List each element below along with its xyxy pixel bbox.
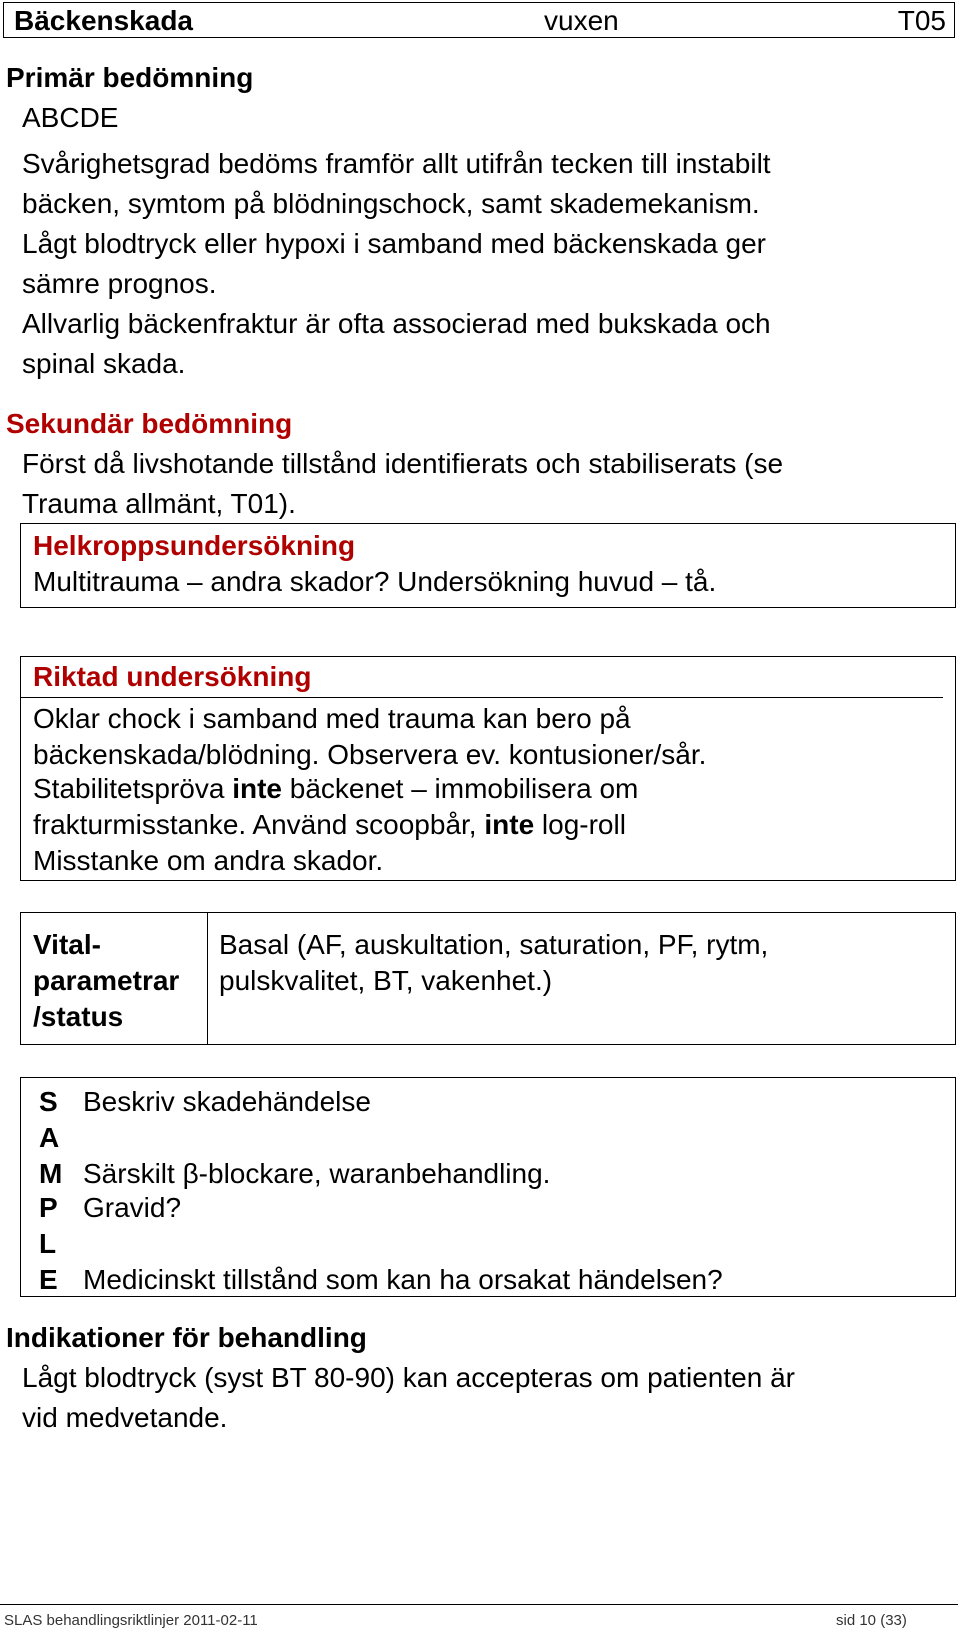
targeted-line-3-emphasis: inte bbox=[232, 773, 282, 804]
audience-label: vuxen bbox=[544, 5, 619, 36]
sample-row-m bbox=[39, 1156, 550, 1192]
primary-assessment-section bbox=[6, 58, 946, 384]
indications-line-2: vid medvetande. bbox=[22, 1402, 228, 1433]
sample-text: Beskriv skadehändelse bbox=[83, 1086, 371, 1117]
sample-letter: E bbox=[39, 1264, 58, 1295]
whole-body-exam-box bbox=[20, 523, 956, 608]
targeted-line-2: bäckenskada/blödning. Observera ev. kontusioner/sår. bbox=[33, 739, 707, 770]
sample-letter: P bbox=[39, 1192, 58, 1223]
primary-assessment-heading: Primär bedömning bbox=[6, 62, 254, 93]
sample-row-p bbox=[39, 1190, 181, 1226]
sample-text: Särskilt β-blockare, waranbehandling. bbox=[83, 1158, 551, 1189]
abcde-label: ABCDE bbox=[22, 102, 119, 133]
whole-body-exam-heading: Helkroppsundersökning bbox=[33, 530, 356, 561]
vital-parameters-box bbox=[20, 912, 956, 1045]
association-line-1: Allvarlig bäckenfraktur är ofta associerad med bukskada och bbox=[22, 308, 771, 339]
severity-line-1: Svårighetsgrad bedöms framför allt utifrån tecken till instabilt bbox=[22, 148, 771, 179]
vital-parameters-label-cell bbox=[21, 913, 208, 1044]
sample-text: Medicinskt tillstånd som kan ha orsakat händelsen? bbox=[83, 1264, 723, 1295]
sample-row-a bbox=[39, 1120, 83, 1156]
footer-rule bbox=[0, 1604, 958, 1605]
targeted-line-3-end: bäckenet – immobilisera om bbox=[282, 773, 639, 804]
sample-text: Gravid? bbox=[83, 1192, 182, 1223]
indications-line-1: Lågt blodtryck (syst BT 80-90) kan accepteras om patienten är bbox=[22, 1362, 795, 1393]
targeted-line-3-start: Stabilitetspröva bbox=[33, 773, 233, 804]
secondary-assessment-heading: Sekundär bedömning bbox=[6, 408, 293, 439]
targeted-line-4-end: log-roll bbox=[534, 809, 626, 840]
sample-row-e bbox=[39, 1262, 723, 1298]
sample-history-box bbox=[20, 1077, 956, 1297]
prognosis-line-1: Lågt blodtryck eller hypoxi i samband med bäckenskada ger bbox=[22, 228, 766, 259]
vital-text-line-1: Basal (AF, auskultation, saturation, PF, rytm, bbox=[219, 929, 769, 960]
sample-letter: M bbox=[39, 1158, 63, 1189]
footer-source: SLAS behandlingsriktlinjer 2011-02-11 bbox=[4, 1612, 258, 1629]
prognosis-line-2: sämre prognos. bbox=[22, 268, 217, 299]
vital-label-line-2: parametrar bbox=[33, 965, 180, 996]
secondary-assessment-section bbox=[6, 404, 946, 524]
severity-line-2: bäcken, symtom på blödningschock, samt skademekanism. bbox=[22, 188, 760, 219]
document-title: Bäckenskada bbox=[14, 5, 194, 36]
vital-label-line-3: /status bbox=[33, 1001, 124, 1032]
targeted-line-4-emphasis: inte bbox=[484, 809, 535, 840]
vital-parameters-text-cell bbox=[207, 913, 955, 1044]
targeted-line-4 bbox=[33, 807, 626, 843]
document-header bbox=[3, 2, 955, 38]
vital-text-line-2: pulskvalitet, BT, vakenhet.) bbox=[219, 965, 553, 996]
whole-body-exam-text: Multitrauma – andra skador? Undersökning huvud – tå. bbox=[33, 566, 717, 597]
sample-letter: A bbox=[39, 1122, 60, 1153]
targeted-line-1: Oklar chock i samband med trauma kan bero på bbox=[33, 703, 631, 734]
indications-section bbox=[6, 1318, 946, 1438]
vital-label-line-1: Vital- bbox=[33, 929, 101, 960]
targeted-exam-heading: Riktad undersökning bbox=[21, 659, 943, 698]
targeted-exam-box bbox=[20, 656, 956, 881]
secondary-line-2: Trauma allmänt, T01). bbox=[22, 488, 296, 519]
sample-letter: S bbox=[39, 1086, 58, 1117]
secondary-line-1: Först då livshotande tillstånd identifierats och stabiliserats (se bbox=[22, 448, 784, 479]
sample-row-s bbox=[39, 1084, 371, 1120]
targeted-line-3 bbox=[33, 771, 638, 807]
targeted-line-5: Misstanke om andra skador. bbox=[33, 845, 384, 876]
targeted-line-4-start: frakturmisstanke. Använd scoopbår, bbox=[33, 809, 485, 840]
sample-letter: L bbox=[39, 1228, 57, 1259]
footer-page-number: sid 10 (33) bbox=[836, 1612, 907, 1629]
sample-row-l bbox=[39, 1226, 83, 1262]
guideline-code: T05 bbox=[897, 5, 946, 36]
association-line-2: spinal skada. bbox=[22, 348, 186, 379]
indications-heading: Indikationer för behandling bbox=[6, 1322, 367, 1353]
